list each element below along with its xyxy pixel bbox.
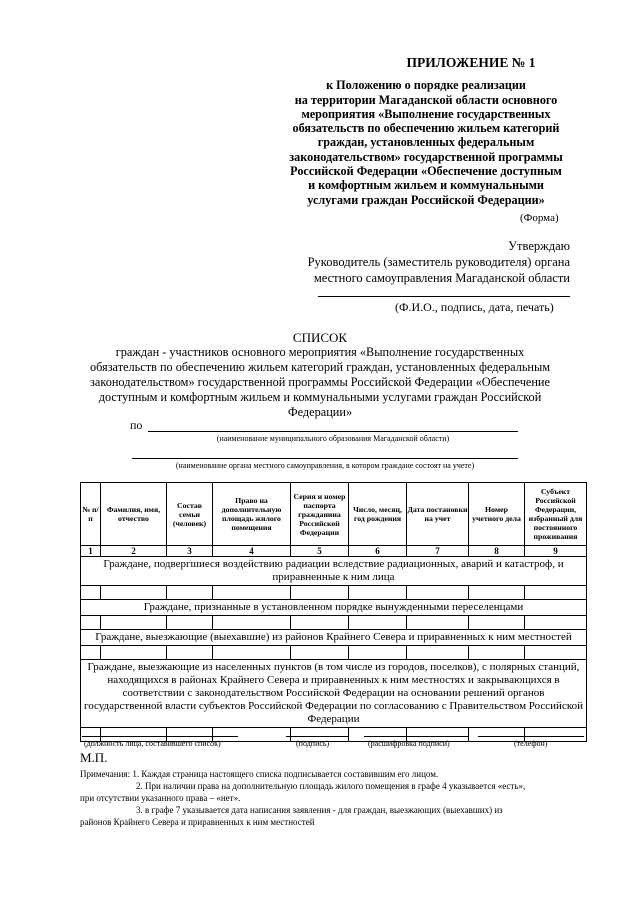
note-1: Примечания: 1. Каждая страница настоящего списка подписывается составившим его лицом. [80,769,439,779]
table-cell [469,586,525,600]
municipality-line [148,431,518,432]
appendix-line: на территории Магаданской области основного [294,92,558,107]
column-number: 9 [525,546,587,557]
list-line: законодательством» государственной программы Российской Федерации «Обеспечение [90,375,550,389]
appendix-line: мероприятия «Выполнение государственных [301,106,551,121]
table-row [81,616,587,630]
table-cell [407,646,469,660]
table-cell [349,586,407,600]
column-number: 1 [81,546,101,557]
table-cell [349,646,407,660]
table-cell [525,586,587,600]
header-cell: Номер учетного дела [469,483,525,546]
table-cell [81,586,101,600]
appendix-header [278,56,574,207]
approval-caption: (Ф.И.О., подпись, дата, печать) [395,300,554,314]
table-cell [407,616,469,630]
column-number: 2 [101,546,167,557]
appendix-line: законодательством» государственной программы [289,149,563,164]
table-cell [81,616,101,630]
header-cell: Серия и номер паспорта гражданина Российской Федерации [291,483,349,546]
appendix-line: услугами граждан Российской Федерации» [307,192,545,207]
list-line: Федерации» [287,405,353,419]
approval-signature-line [318,296,570,297]
table-cell [525,616,587,630]
organ-line [132,458,518,459]
position-caption: (должность лица, составившего список) [84,739,221,748]
form-label: (Форма) [520,212,559,224]
appendix-line: Российской Федерации «Обеспечение доступным [290,164,562,179]
decoding-caption: (расшифровка подписи) [368,739,450,748]
table-cell [291,646,349,660]
list-line: обязательств по обеспечению жильем категорий граждан, установленных федеральным [89,360,551,374]
appendix-line: к Положению о порядке реализации [326,78,526,93]
table-cell [101,646,167,660]
note-3: 3. в графе 7 указывается дата написания заявления - для граждан, выезжающих (выехавших) из [136,805,503,815]
section-title: Граждане, выезжающие из населенных пунктов (в том числе из городов, поселков), с полярных станций, находящихся в районах Крайнего Севера и приравненных к ним местностях и закрывающихся в соответствии с законодательством Российской Федерации на основании решений органов государственной власти субъектов Российской Федерации по согласованию с Правительством Российской Федерации [81,660,587,728]
header-cell: № п/п [81,483,101,546]
table-row [81,586,587,600]
header-cell: Субъект Российской Федерации, избранный для постоянного проживания [525,483,587,546]
column-number: 8 [469,546,525,557]
appendix-line: граждан, установленных федеральным [317,135,535,150]
column-number: 3 [167,546,213,557]
column-number: 4 [213,546,291,557]
decoding-line [364,736,468,737]
table-cell [213,646,291,660]
column-number: 7 [407,546,469,557]
seal-mark: М.П. [80,750,108,765]
header-cell: Право на дополнительную площадь жилого помещения [213,483,291,546]
table-cell [213,728,291,742]
section-title: Граждане, признанные в установленном порядке вынужденными переселенцами [81,600,587,616]
list-title: СПИСОК [292,330,348,345]
table-cell [469,646,525,660]
list-description [60,345,580,420]
table-cell [291,586,349,600]
note-2-continued: при отсутствии указанного права – «нет». [80,793,241,803]
table-cell [101,616,167,630]
table-cell [167,616,213,630]
phone-line [478,736,584,737]
section-row [81,660,587,728]
citizens-table [80,482,587,742]
approval-title: Утверждаю [508,239,570,253]
organ-caption: (наименование органа местного самоуправления, в котором граждане состоят на учете) [175,461,475,470]
appendix-line: обязательств по обеспечению жильем категорий [292,121,560,136]
table-cell [81,646,101,660]
table-cell [101,586,167,600]
phone-caption: (телефон) [514,739,548,748]
table-cell [469,616,525,630]
header-cell: Число, месяц, год рождения [349,483,407,546]
table-cell [407,586,469,600]
header-cell: Состав семьи (человек) [167,483,213,546]
section-title: Граждане, выезжающие (выехавшие) из районов Крайнего Севера и приравненных к ним местностей [81,630,587,646]
section-row [81,557,587,586]
table-cell [213,586,291,600]
column-number: 6 [349,546,407,557]
signature-caption: (подпись) [296,739,330,748]
approval-line: местного самоуправления Магаданской области [313,271,570,285]
table-cell [525,646,587,660]
list-line: доступным и комфортным жильем и коммунальными услугами граждан Российской [98,390,542,404]
approval-line: Руководитель (заместитель руководителя) органа [307,255,570,269]
section-row [81,630,587,646]
note-3-continued: районов Крайнего Севера и приравненных к ним местностей [80,817,315,827]
column-number-row [81,546,587,557]
table-cell [167,646,213,660]
appendix-line: и комфортным жильем и коммунальными [308,178,544,193]
header-cell: Дата постановки на учет [407,483,469,546]
position-line [82,736,238,737]
signature-line [286,736,348,737]
column-number: 5 [291,546,349,557]
table-cell [167,586,213,600]
approval-block [280,238,570,286]
table-cell [213,616,291,630]
table-header-row [81,483,587,546]
header-cell: Фамилия, имя, отчество [101,483,167,546]
table-cell [349,616,407,630]
table-row [81,646,587,660]
municipality-caption: (наименование муниципального образования Магаданской области) [216,434,450,443]
section-title: Граждане, подвергшиеся воздействию радиации вследствие радиационных, аварий и катастроф, и приравненные к ним лица [81,557,587,586]
appendix-title: ПРИЛОЖЕНИЕ № 1 [406,55,536,70]
section-row [81,600,587,616]
list-line: граждан - участников основного мероприятия «Выполнение государственных [115,345,525,359]
table-cell [291,616,349,630]
po-label: по [130,418,143,432]
note-2: 2. При наличии права на дополнительную площадь жилого помещения в графе 4 указывается «есть», [136,781,526,791]
